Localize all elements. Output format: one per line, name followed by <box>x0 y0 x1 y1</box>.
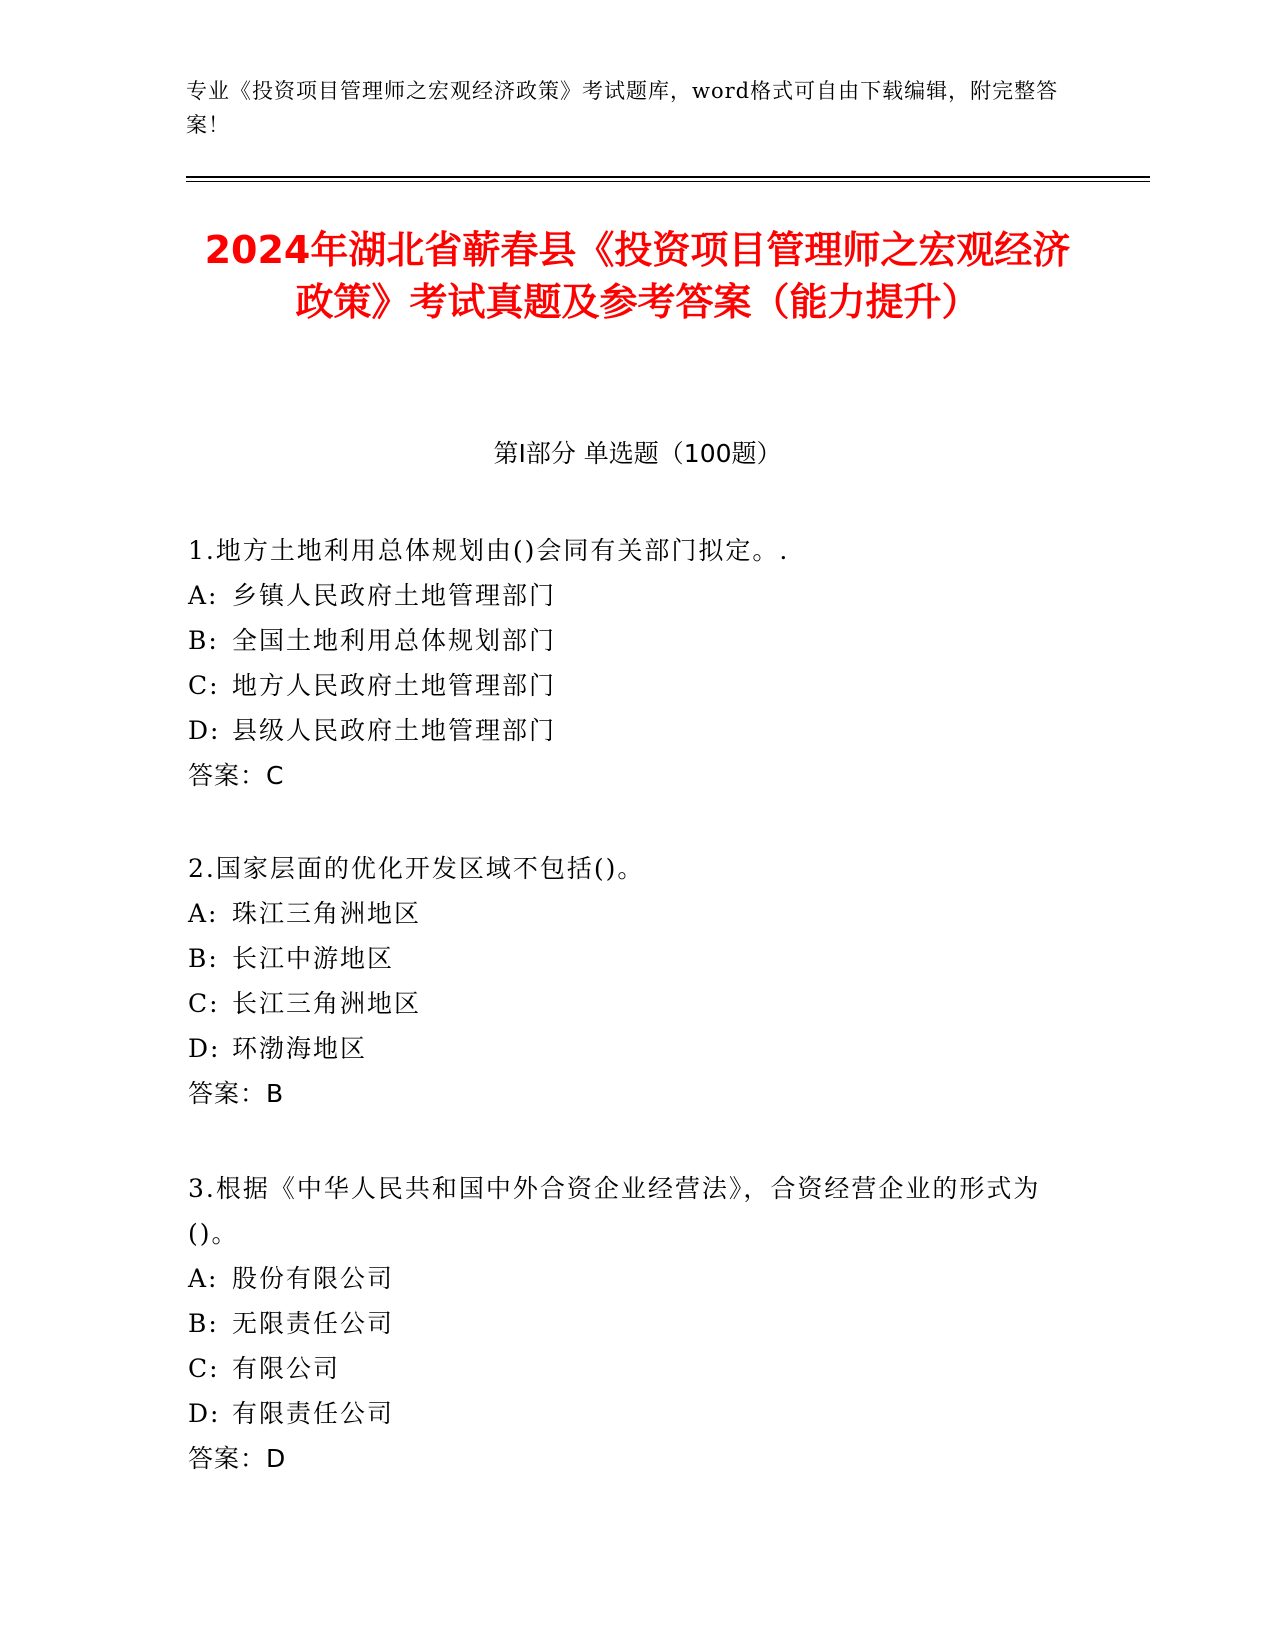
option-key: B: <box>188 1309 219 1338</box>
option-text: 全国土地利用总体规划部门 <box>232 626 557 655</box>
option-key: B: <box>188 944 219 973</box>
option-key: A: <box>188 581 219 610</box>
option-b <box>188 936 1068 981</box>
option-a <box>188 573 1068 618</box>
answer-line: 答案：D <box>188 1444 287 1473</box>
question-2 <box>188 846 1068 1116</box>
option-text: 无限责任公司 <box>232 1309 395 1338</box>
option-d <box>188 1391 1068 1436</box>
question-stem: 1.地方土地利用总体规划由()会同有关部门拟定。. <box>188 536 790 565</box>
option-text: 有限公司 <box>232 1354 341 1383</box>
document-title: 2024年湖北省蕲春县《投资项目管理师之宏观经济政策》考试真题及参考答案（能力提升） <box>204 228 1071 324</box>
question-1 <box>188 528 1068 798</box>
option-text: 珠江三角洲地区 <box>232 899 422 928</box>
option-key: A: <box>188 1264 219 1293</box>
option-text: 环渤海地区 <box>232 1034 368 1063</box>
option-c <box>188 981 1068 1026</box>
answer-line: 答案：B <box>188 1079 285 1108</box>
option-key: C: <box>188 671 220 700</box>
option-a <box>188 891 1068 936</box>
header-rule-thin <box>186 181 1150 182</box>
option-text: 有限责任公司 <box>232 1399 395 1428</box>
option-key: C: <box>188 1354 220 1383</box>
header-note: 专业《投资项目管理师之宏观经济政策》考试题库，word格式可自由下载编辑，附完整答案！ <box>186 79 1059 137</box>
option-text: 股份有限公司 <box>232 1264 395 1293</box>
answer-line: 答案：C <box>188 761 285 790</box>
option-key: B: <box>188 626 219 655</box>
question-3 <box>188 1166 1068 1481</box>
option-d <box>188 708 1068 753</box>
option-text: 长江中游地区 <box>232 944 395 973</box>
question-stem: 2.国家层面的优化开发区域不包括()。 <box>188 854 645 883</box>
option-text: 长江三角洲地区 <box>232 989 422 1018</box>
option-key: D: <box>188 1399 221 1428</box>
section-title: 第Ⅰ部分 单选题（100题） <box>493 439 782 468</box>
question-stem: 3.根据《中华人民共和国中外合资企业经营法》，合资经营企业的形式为()。 <box>188 1174 1041 1248</box>
option-d <box>188 1026 1068 1071</box>
option-key: C: <box>188 989 220 1018</box>
option-key: D: <box>188 1034 221 1063</box>
option-text: 乡镇人民政府土地管理部门 <box>232 581 557 610</box>
option-text: 县级人民政府土地管理部门 <box>232 716 557 745</box>
option-b <box>188 618 1068 663</box>
option-b <box>188 1301 1068 1346</box>
option-c <box>188 1346 1068 1391</box>
option-key: D: <box>188 716 221 745</box>
header-rule-thick <box>186 176 1150 178</box>
option-text: 地方人民政府土地管理部门 <box>232 671 557 700</box>
option-c <box>188 663 1068 708</box>
option-key: A: <box>188 899 219 928</box>
option-a <box>188 1256 1068 1301</box>
